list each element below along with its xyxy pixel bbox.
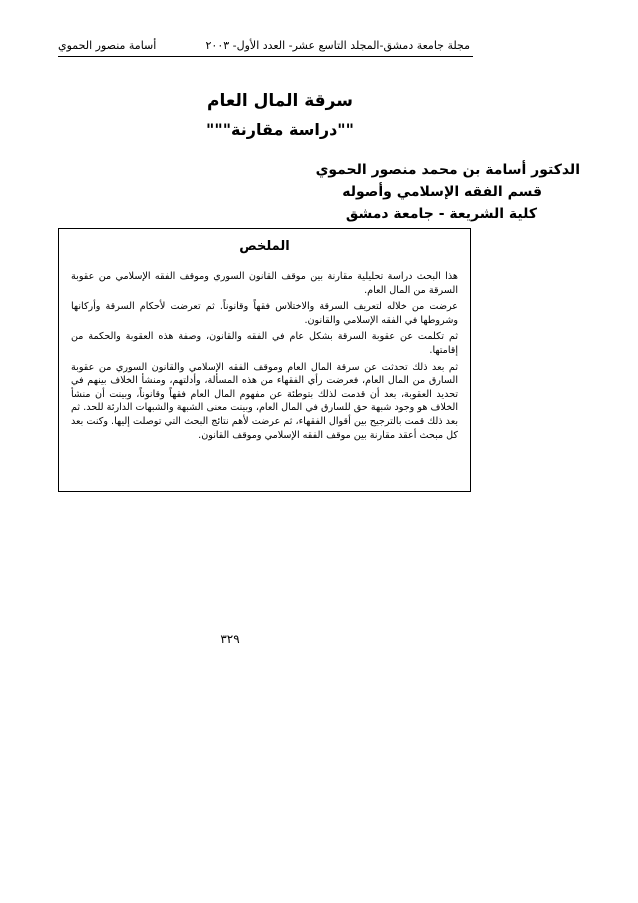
author-department: قسم الفقه الإسلامي وأصوله [342, 184, 542, 200]
article-title: سرقة المال العام [207, 91, 353, 111]
header-rule [58, 56, 473, 57]
abstract-box [58, 228, 471, 492]
abstract-paragraph: هذا البحث دراسة تحليلية مقارنة بين موقف القانون السوري وموقف الفقه الإسلامي من عقوبة السرقة من المال العام. [71, 271, 458, 296]
abstract-paragraph: ثم بعد ذلك تحدثت عن سرقة المال العام وموقف الفقه الإسلامي والقانون السوري من عقوبة السارق من المال العام، فعرضت رأي الفقهاء من هذه المسألة، وأدلتهم، ومنشأ الخلاف بينهم في تحديد العقوبة، بعد أن قدمت لذلك بتوطئة عن مفهوم المال العام فقهاً وقانوناً، وبينت أن منشأ الخلاف هو وجود شبهة حق للسارق في المال العام، وبينت معنى الشبهة والشبهات الدارئة للحد. ثم بعد ذلك قمت بالترجيح بين أقوال الفقهاء، ثم عرضت لأهم نتائج البحث التي توصلت إليها. وكنت بعد كل مبحث أعقد مقارنة بين موقف الفقه الإسلامي وموقف القانون. [71, 361, 458, 441]
article-subtitle: ""دراسة مقارنة""" [206, 120, 354, 139]
author-name: الدكتور أسامة بن محمد منصور الحموي [315, 162, 580, 178]
author-faculty: كلية الشريعة - جامعة دمشق [345, 206, 537, 222]
running-header-author: أسامة منصور الحموي [58, 39, 157, 52]
abstract-paragraph: ثم تكلمت عن عقوبة السرقة بشكل عام في الفقه والقانون، وصفة هذه العقوبة والحكمة من إقامتها. [71, 331, 458, 356]
running-header-journal: مجلة جامعة دمشق-المجلد التاسع عشر- العدد الأول- ٢٠٠٣ [205, 39, 470, 52]
abstract-heading: الملخص [239, 239, 290, 254]
abstract-paragraph: عرضت من خلاله لتعريف السرقة والاختلاس فقهاً وقانوناً. ثم تعرضت لأحكام السرقة وأركانها وشروطها في الفقه الإسلامي والقانون. [71, 301, 458, 326]
page-number: ٣٢٩ [220, 632, 240, 646]
